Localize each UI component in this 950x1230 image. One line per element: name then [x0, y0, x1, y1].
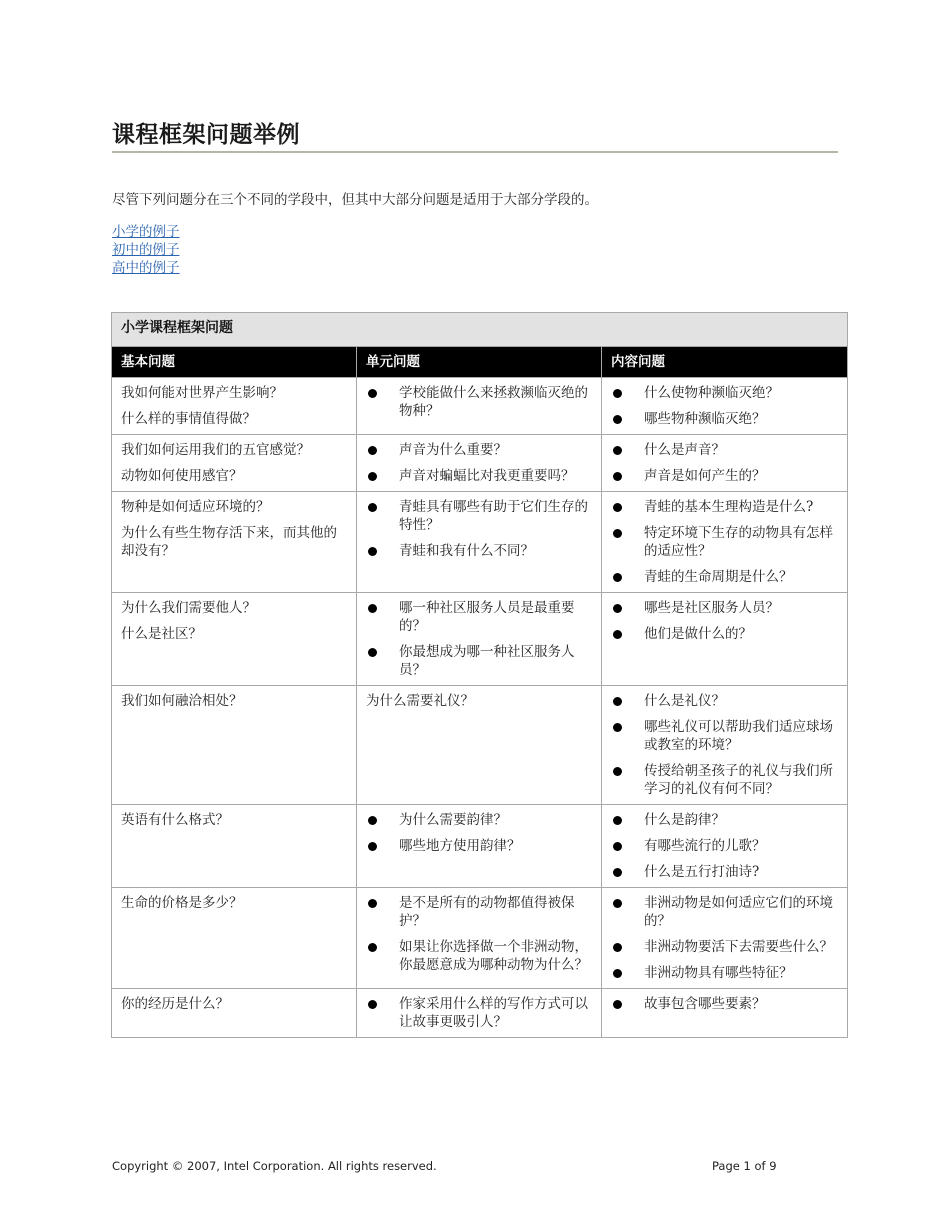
list-item: [366, 542, 593, 560]
essential-questions-cell: [112, 989, 357, 1038]
unit-question: 声音为什么重要？: [399, 442, 507, 458]
list-item: [366, 599, 593, 635]
unit-questions-cell: [357, 686, 602, 805]
content-question: 什么是声音？: [644, 442, 725, 458]
content-question-list: [611, 995, 839, 1013]
content-question-list: [611, 811, 839, 881]
bullet-icon: [613, 1000, 622, 1009]
bullet-icon: [613, 415, 622, 424]
list-item: [611, 811, 839, 829]
unit-questions-cell: [357, 805, 602, 888]
list-item: [611, 384, 839, 402]
bullet-icon: [613, 767, 622, 776]
list-item: [366, 384, 593, 420]
content-question: 什么是韵律？: [644, 812, 725, 828]
content-question: 他们是做什么的？: [644, 626, 752, 642]
content-questions-cell: [602, 686, 848, 805]
list-item: [611, 599, 839, 617]
unit-question-list: [366, 995, 593, 1031]
essential-questions-cell: [112, 378, 357, 435]
essential-question: 物种是如何适应环境的？: [121, 499, 270, 515]
content-question-list: [611, 441, 839, 485]
content-question: 哪些物种濒临灭绝？: [644, 411, 766, 427]
list-item: [611, 718, 839, 754]
list-item: [366, 995, 593, 1031]
essential-question: 我们如何运用我们的五官感觉？: [121, 442, 310, 458]
header-essential-questions: 基本问题: [112, 347, 357, 378]
essential-question: 你的经历是什么？: [121, 996, 229, 1012]
bullet-icon: [368, 389, 377, 398]
essential-question: 为什么我们需要他人？: [121, 600, 256, 616]
essential-question: 生命的价格是多少？: [121, 895, 243, 911]
essential-question: 英语有什么格式？: [121, 812, 229, 828]
intro-text: 尽管下列问题分在三个不同的学段中，但其中大部分问题是适用于大部分学段的。: [112, 192, 598, 208]
essential-questions-cell: [112, 435, 357, 492]
unit-question: 学校能做什么来拯救濒临灭绝的物种？: [399, 385, 588, 419]
link-high-school-examples[interactable]: 高中的例子: [112, 260, 180, 276]
bullet-icon: [613, 573, 622, 582]
essential-question: 什么是社区？: [121, 626, 202, 642]
unit-question: 哪些地方使用韵律？: [399, 838, 521, 854]
unit-question: 声音对蝙蝠比对我更重要吗？: [399, 468, 575, 484]
content-questions-cell: [602, 989, 848, 1038]
bullet-icon: [613, 529, 622, 538]
table-row: [112, 989, 848, 1038]
content-question: 声音是如何产生的？: [644, 468, 766, 484]
bullet-icon: [368, 943, 377, 952]
content-questions-cell: [602, 888, 848, 989]
unit-question: 为什么需要韵律？: [399, 812, 507, 828]
footer-copyright: Copyright © 2007, Intel Corporation. All rights reserved.: [112, 1159, 437, 1173]
list-item: [611, 692, 839, 710]
bullet-icon: [613, 842, 622, 851]
essential-question: 动物如何使用感官？: [121, 468, 243, 484]
essential-questions-cell: [112, 593, 357, 686]
unit-question: 为什么需要礼仪？: [366, 693, 474, 709]
list-item: [611, 837, 839, 855]
unit-question: 作家采用什么样的写作方式可以让故事更吸引人？: [399, 996, 588, 1030]
list-item: [611, 467, 839, 485]
bullet-icon: [368, 648, 377, 657]
list-item: [366, 837, 593, 855]
list-item: [366, 467, 593, 485]
bullet-icon: [368, 816, 377, 825]
essential-question: 为什么有些生物存活下来，而其他的却没有？: [121, 525, 337, 559]
list-item: [366, 811, 593, 829]
content-question: 特定环境下生存的动物具有怎样的适应性？: [644, 525, 833, 559]
unit-question: 青蛙和我有什么不同？: [399, 543, 534, 559]
bullet-icon: [368, 472, 377, 481]
essential-question: 什么样的事情值得做？: [121, 411, 256, 427]
list-item: [611, 863, 839, 881]
unit-question-list: [366, 384, 593, 420]
list-item: [366, 643, 593, 679]
unit-question: 是不是所有的动物都值得被保护？: [399, 895, 575, 929]
bullet-icon: [368, 446, 377, 455]
unit-question-list: [366, 498, 593, 560]
bullet-icon: [613, 969, 622, 978]
list-item: [366, 894, 593, 930]
unit-questions-cell: [357, 593, 602, 686]
essential-questions-cell: [112, 492, 357, 593]
bullet-icon: [368, 1000, 377, 1009]
curriculum-framing-table: [111, 312, 848, 1038]
table-caption: 小学课程框架问题: [112, 313, 848, 347]
unit-questions-cell: [357, 378, 602, 435]
list-item: [611, 894, 839, 930]
unit-question: 青蛙具有哪些有助于它们生存的特性？: [399, 499, 588, 533]
list-item: [611, 938, 839, 956]
content-question: 哪些是社区服务人员？: [644, 600, 779, 616]
list-item: [611, 762, 839, 798]
bullet-icon: [613, 943, 622, 952]
essential-questions-cell: [112, 805, 357, 888]
unit-question-list: [366, 894, 593, 974]
content-question-list: [611, 599, 839, 643]
page-title: 课程框架问题举例: [112, 116, 838, 153]
essential-questions-cell: [112, 686, 357, 805]
list-item: [611, 995, 839, 1013]
bullet-icon: [613, 899, 622, 908]
bullet-icon: [368, 503, 377, 512]
content-question-list: [611, 692, 839, 798]
content-question: 有哪些流行的儿歌？: [644, 838, 766, 854]
unit-questions-cell: [357, 492, 602, 593]
list-item: [611, 625, 839, 643]
list-item: [611, 410, 839, 428]
unit-question-list: [366, 441, 593, 485]
bullet-icon: [368, 604, 377, 613]
unit-question: 如果让你选择做一个非洲动物，你最愿意成为哪种动物为什么？: [399, 939, 588, 973]
content-questions-cell: [602, 378, 848, 435]
content-questions-cell: [602, 492, 848, 593]
essential-questions-cell: [112, 888, 357, 989]
content-question: 青蛙的生命周期是什么？: [644, 569, 793, 585]
content-question: 非洲动物是如何适应它们的环境的？: [644, 895, 833, 929]
content-question-list: [611, 384, 839, 428]
unit-question: 你最想成为哪一种社区服务人员？: [399, 644, 575, 678]
list-item: [611, 498, 839, 516]
unit-questions-cell: [357, 989, 602, 1038]
table-row: [112, 686, 848, 805]
content-question: 什么是五行打油诗?: [644, 864, 760, 880]
table-row: [112, 378, 848, 435]
essential-question: 我们如何融洽相处？: [121, 693, 243, 709]
bullet-icon: [613, 446, 622, 455]
table-row: [112, 593, 848, 686]
bullet-icon: [368, 547, 377, 556]
table-header-row: [112, 347, 848, 378]
bullet-icon: [613, 868, 622, 877]
table-row: [112, 888, 848, 989]
bullet-icon: [613, 604, 622, 613]
bullet-icon: [613, 697, 622, 706]
bullet-icon: [368, 899, 377, 908]
unit-question-list: [366, 599, 593, 679]
bullet-icon: [613, 503, 622, 512]
content-question: 传授给朝圣孩子的礼仪与我们所学习的礼仪有何不同？: [644, 763, 833, 797]
table-row: [112, 435, 848, 492]
bullet-icon: [613, 389, 622, 398]
table-row: [112, 805, 848, 888]
bullet-icon: [613, 472, 622, 481]
unit-questions-cell: [357, 435, 602, 492]
list-item: [611, 441, 839, 459]
content-questions-cell: [602, 805, 848, 888]
unit-questions-cell: [357, 888, 602, 989]
header-content-questions: 内容问题: [602, 347, 848, 378]
content-question: 哪些礼仪可以帮助我们适应球场或教室的环境？: [644, 719, 833, 753]
bullet-icon: [613, 816, 622, 825]
link-elementary-examples[interactable]: 小学的例子: [112, 224, 180, 240]
content-question-list: [611, 894, 839, 982]
list-item: [366, 441, 593, 459]
content-question: 什么使物种濒临灭绝？: [644, 385, 779, 401]
list-item: [366, 498, 593, 534]
content-question: 青蛙的基本生理构造是什么?: [644, 499, 814, 515]
header-unit-questions: 单元问题: [357, 347, 602, 378]
table-row: [112, 492, 848, 593]
unit-question: 哪一种社区服务人员是最重要的？: [399, 600, 575, 634]
list-item: [611, 964, 839, 982]
list-item: [366, 938, 593, 974]
essential-question: 我如何能对世界产生影响？: [121, 385, 283, 401]
content-question: 非洲动物要活下去需要些什么？: [644, 939, 833, 955]
content-question: 非洲动物具有哪些特征？: [644, 965, 793, 981]
content-question: 什么是礼仪？: [644, 693, 725, 709]
footer-page-number: Page 1 of 9: [712, 1159, 777, 1173]
content-question: 故事包含哪些要素？: [644, 996, 766, 1012]
list-item: [611, 524, 839, 560]
content-questions-cell: [602, 593, 848, 686]
example-links: [112, 223, 180, 277]
list-item: [611, 568, 839, 586]
content-question-list: [611, 498, 839, 586]
link-middle-school-examples[interactable]: 初中的例子: [112, 242, 180, 258]
bullet-icon: [613, 723, 622, 732]
bullet-icon: [368, 842, 377, 851]
unit-question-list: [366, 811, 593, 855]
bullet-icon: [613, 630, 622, 639]
content-questions-cell: [602, 435, 848, 492]
